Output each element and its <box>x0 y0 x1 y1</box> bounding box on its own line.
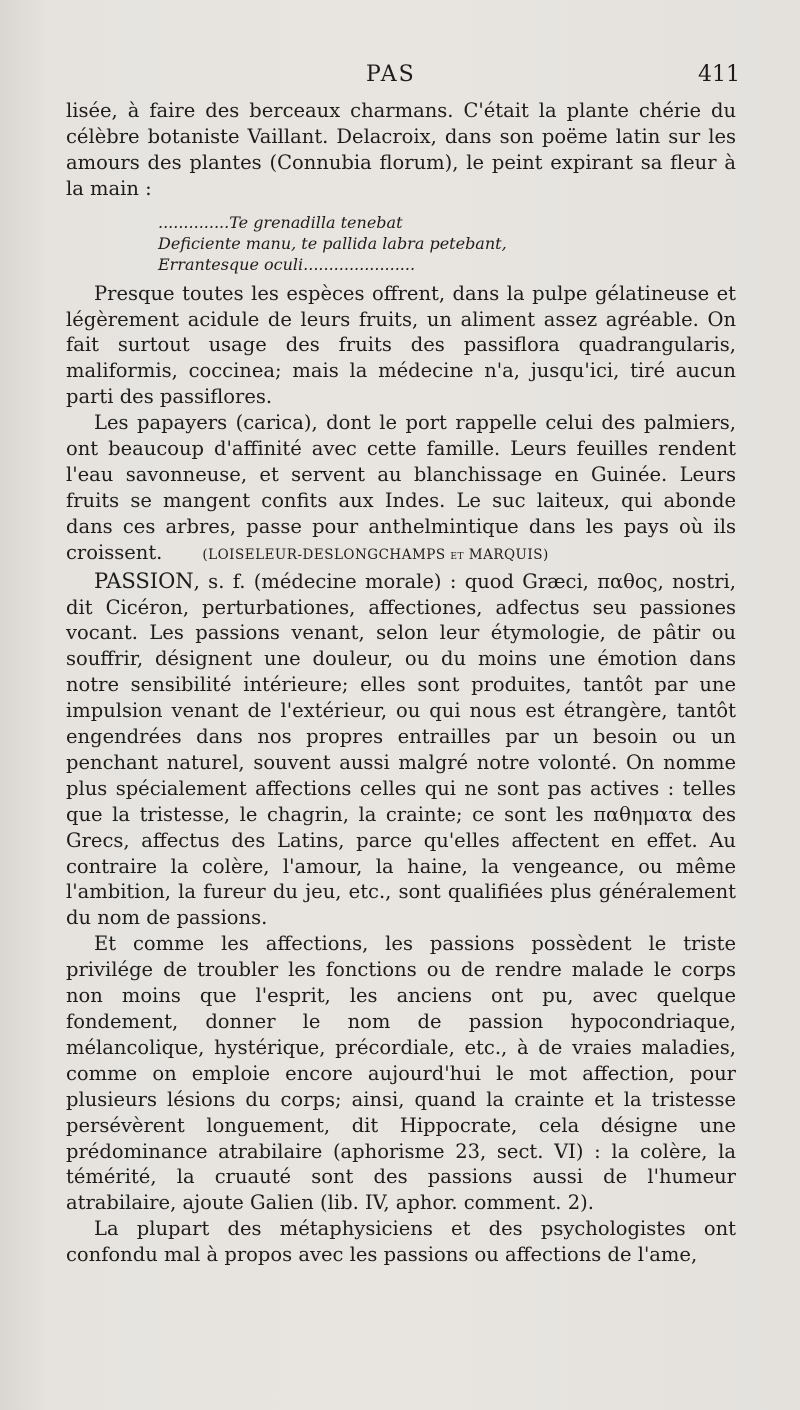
verse-line: ..............Te grenadilla tenebat <box>158 212 403 232</box>
entry-definition: , s. f. (médecine morale) : quod Græci, παθος, nostri, dit Cicéron, perturbationes, affectiones, adfectus seu passiones vocant. Les passions venant, selon leur étymologie, de pâtir ou souffrir, désignent une douleur, ou du moins une émotion dans notre sensibilité intérieure; elles sont produites, tantôt par une impulsion venant de l'extérieur, ou qui nous est étrangère, tantôt engendrées dans nos propres entrailles par un besoin ou un penchant naturel, souvent aussi malgré notre volonté. On nomme plus spécialement affections celles qui ne sont pas actives : telles que la tristesse, le chagrin, la crainte; ce sont les παθηματα des Grecs, affectus des Latins, parce qu'elles affectent en effet. Au contraire la colère, l'amour, la haine, la vengeance, ou même l'ambition, la fureur du jeu, etc., sont qualifiées plus généralement du nom de passions. <box>66 569 736 930</box>
page-number: 411 <box>698 62 740 87</box>
paragraph-2: Presque toutes les espèces offrent, dans la pulpe gélatineuse et légèrement acidule de leurs fruits, un aliment assez agréable. On fait surtout usage des fruits des passiflora quadrangularis, maliformis, coccinea; mais la médecine n'a, jusqu'ici, tiré aucun parti des passiflores. <box>66 281 736 409</box>
paragraph-4: Et comme les affections, les passions possèdent le triste privilége de troubler les fonctions ou de rendre malade le corps non moins que l'esprit, les anciens ont pu, avec quelque fondement, donner le nom de passion hypocondriaque, mélancolique, hystérique, précordiale, etc., à de vraies maladies, comme on emploie encore aujourd'hui le mot affection, pour plusieurs lésions du corps; ainsi, quand la crainte et la tristesse persévèrent longuement, dit Hippocrate, cela désigne une prédominance atrabilaire (aphorisme 23, sect. VI) : la colère, la témérité, la cruauté sont des passions aussi de l'humeur atrabilaire, ajoute Galien (lib. IV, aphor. comment. 2). <box>66 932 736 1215</box>
paragraph-3-text: Les papayers (carica), dont le port rappelle celui des palmiers, ont beaucoup d'affinité avec cette famille. Leurs feuilles rendent l'eau savonneuse, et servent au blanchissage en Guinée. Leurs fruits se mangent confits aux Indes. Le suc laiteux, qui abonde dans ces arbres, passe pour anthelmintique dans les pays où ils croissent. <box>66 411 736 564</box>
verse-quotation <box>158 212 736 275</box>
entry-headword: PASSION <box>94 568 194 593</box>
paragraph-1: lisée, à faire des berceaux charmans. C'était la plante chérie du célèbre botaniste Vaillant. Delacroix, dans son poëme latin sur les amours des plantes (Connubia florum), le peint expirant sa fleur à la main : <box>66 99 736 200</box>
verse-line: Errantesque oculi...................... <box>158 254 416 274</box>
running-head <box>0 62 800 96</box>
body-text <box>66 98 736 1268</box>
entry-passion <box>66 569 736 932</box>
author-signature: (LOISELEUR-DESLONGCHAMPS et MARQUIS) <box>202 546 549 563</box>
paragraph-3 <box>66 410 736 568</box>
paragraph-5: La plupart des métaphysiciens et des psychologistes ont confondu mal à propos avec les passions ou affections de l'ame, <box>66 1217 736 1267</box>
verse-line: Deficiente manu, te pallida labra petebant, <box>158 233 507 253</box>
running-head-title: PAS <box>366 62 416 87</box>
